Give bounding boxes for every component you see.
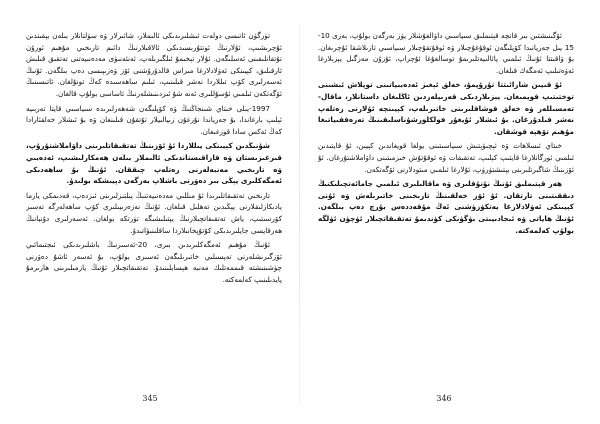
right-paragraph-2: ئۇ قىيىن شارائىتتا تۇرۇپمۇ، خەلق ئېغىز ئەدەبىياتىنى توپلاش ئىشىنى توختىتىپ قويمىغان. يېزىلاردىكى قەرىيلەردىن ئاڭلىغان داستانلار، ماقال-تەمسىللەر ۋە خەلق قوشاقلىرىنى خاتىرىلەپ، كېيىنچە ئۇلارنى رەتلەپ نەشر قىلدۇرغان. بۇ ئىشلار ئۇيغۇر فولكلورشۇناسلىقىنىڭ تەرەققىياتىغا مۇھىم تۆھپە قوشقان. [318, 80, 574, 136]
left-paragraph-4: تارىخىي تەتقىقاتلىرىدا ئۇ مىللىي مەدەنىيەتنىڭ يىلتىزلىرىنى ئىزدەپ، قەدىمكى يازما يادىكارلىقلارنى يېڭىدىن تەھلىل قىلغان. ئۇنىڭ نەزەرىيىلىرى كۆپ ساھەلەرگە تەسىر كۆرسىتىپ، ياش تەتقىقاتچىلارنىڭ يېتىلىشىگە تۈرتكە بولغان. ئەسەرلىرى دۇنيانىڭ ھەرقايسى جايلىرىدىكى كۇتۇپخانىلاردا ساقلىنىۋاتىدۇ. [26, 190, 282, 235]
left-paragraph-3: شۇنىڭدىن كېيىنكى يىللاردا ئۇ ئۆزىنىڭ تەتقىقاتلىرىنى داۋاملاشتۇرۇپ، قىرغىزىستان ۋە قازاقىستاندىكى ئالىملار بىلەن ھەمكارلىشىپ، ئەدەبىي ۋە تارىخىي مەنبەلەرنى رەتلەپ چىققان. ئۇنىڭ بۇ ساھەدىكى ئەمگەكلىرى يېڭى بىر دەۋرنى باشلاپ بەرگەن دېيىشكە بولىدۇ. [26, 141, 282, 186]
right-paragraph-4: ھەر قېتىملىق ئۇنىڭ نۇتۇقلىرى ۋە ماقالىلىرى ئىلمىي جامائەتچىلىكنىڭ دىققىتىنى تارتقان. ئۇ ئۆز خەلقىنىڭ تارىخىنى خاتىرىلەش ۋە ئۇنى كېيىنكى ئەۋلادلارغا يەتكۈزۈشنى ئەڭ مۇقەددەس بۇرچ دەپ بىلگەن. ئۇنىڭ ھاياتى ۋە ئىجادىيىتى بۈگۈنكى كۈندىمۇ تەتقىقاتچىلار ئۈچۈن ئۈلگە بولۇپ كەلمەكتە. [318, 179, 574, 235]
right-page-number: 346 [436, 394, 452, 403]
book-gutter [299, 24, 300, 404]
left-paragraph-5: ئۇنىڭ مۇھىم ئەمگەكلىرىدىن بىرى، 20-ئەسىرنىڭ باشلىرىدىكى ئىجتىمائىي ئۆزگىرىشلەرنى تەپسىلىي خاتىرىلىگەن ئەسىرى بولۇپ، بۇ ئەسەر ئاشۇ دەۋرنى چۈشىنىشتە قىممەتلىك مەنبە ھېسابلىنىدۇ. تەتقىقاتچىلار ئۇنىڭ يازمىلىرىنى ھازىرمۇ پايدىلىنىپ كەلمەكتە. [26, 240, 282, 284]
left-page [26, 30, 282, 390]
right-paragraph-3: خىتاي ئىسلاھات ۋە ئېچىۋېتىش سىياسىتىنى يولغا قويغاندىن كېيىن، ئۇ قايتىدىن ئىلمىي ئورگانلارغا قايتىپ كېلىپ، تەتقىقات ۋە ئوقۇتۇش خىزمىتىنى داۋاملاشتۇرغان. ئۇ ئۆزىنىڭ شاگىرتلىرىنى يېتىشتۈرۈپ، ئۇلارغا ئىلمىي مىتودلارنى ئۆگەتكەن. [318, 141, 574, 174]
right-paragraph-1: ئۆگىنىشتىن بىر قانچە قېتىملىق سىياسىي داۋالغۇشلار يۈز بەرگەن بولۇپ، بەزى 10-15 يىل جەريانىدا كۆپلىگەن ئوقۇغۇچىلار ۋە ئوقۇتقۇچىلار سىياسىي تازىلاشقا ئۇچرىغان. بۇ ۋاقىتتا ئۇنىڭ ئىلمىي پائالىيەتلىرىمۇ توسالغۇغا ئۇچراپ، ئۇزۇن مەزگىل يېزىلارغا ئەۋەتىلىپ ئەمگەك قىلغان. [318, 31, 574, 75]
left-page-number: 345 [142, 394, 158, 403]
left-paragraph-1: تۈرگۈن ئاتىسى دولەت ئىشلىرىدىكى ئالىملار، شائىرلار ۋە سۈلتانلار بىلەن يېقىندىن ئۇچرىشىپ، ئۇلارنىڭ ئوتتۇرىسىدىكى ئالاقىلارنىڭ دائىم تارىخىي مۇھىم ئورۇن تۇتقانلىقىنى ئەسلىگەن. ئۇلار تېخىمۇ ئىلگىرىلەپ، ئەنئەنىۋى مەدەنىيەتنى تەتقىق قىلىش ئارقىلىق، كېيىنكى ئەۋلادلارغا مىراس قالدۇرۇشنى ئۆز ۋەزىپىسى دەپ بىلگەن. ئۇنىڭ ئەسەرلىرى كۆپ تىللاردا نەشر قىلىنىپ، ئىلىم ساھەسىدە كەڭ تونۇلغان. ئاتىسىنىڭ ئۆگەتكەن ئىلمىي ئۇسۇللىرى ئەنە شۇ ئىزدىنىشلەرنىڭ ئاساسى بولۇپ قالغان. [26, 31, 282, 98]
right-page [318, 30, 574, 390]
left-paragraph-2: 1997-يىلى خىتاي شىنجاڭنىڭ ۋە كۆپلىگەن شەھەرلىرىدە سىياسىي قايتا تەربىيە ئېلىپ بارغاندا، بۇ جەرياندا نۇرغۇن زىيالىيلار تۇتقۇن قىلىنغان ۋە بۇ ئىشلار خەلقئارادا كەڭ ئەكس سادا قوزغىغان. [26, 103, 282, 136]
